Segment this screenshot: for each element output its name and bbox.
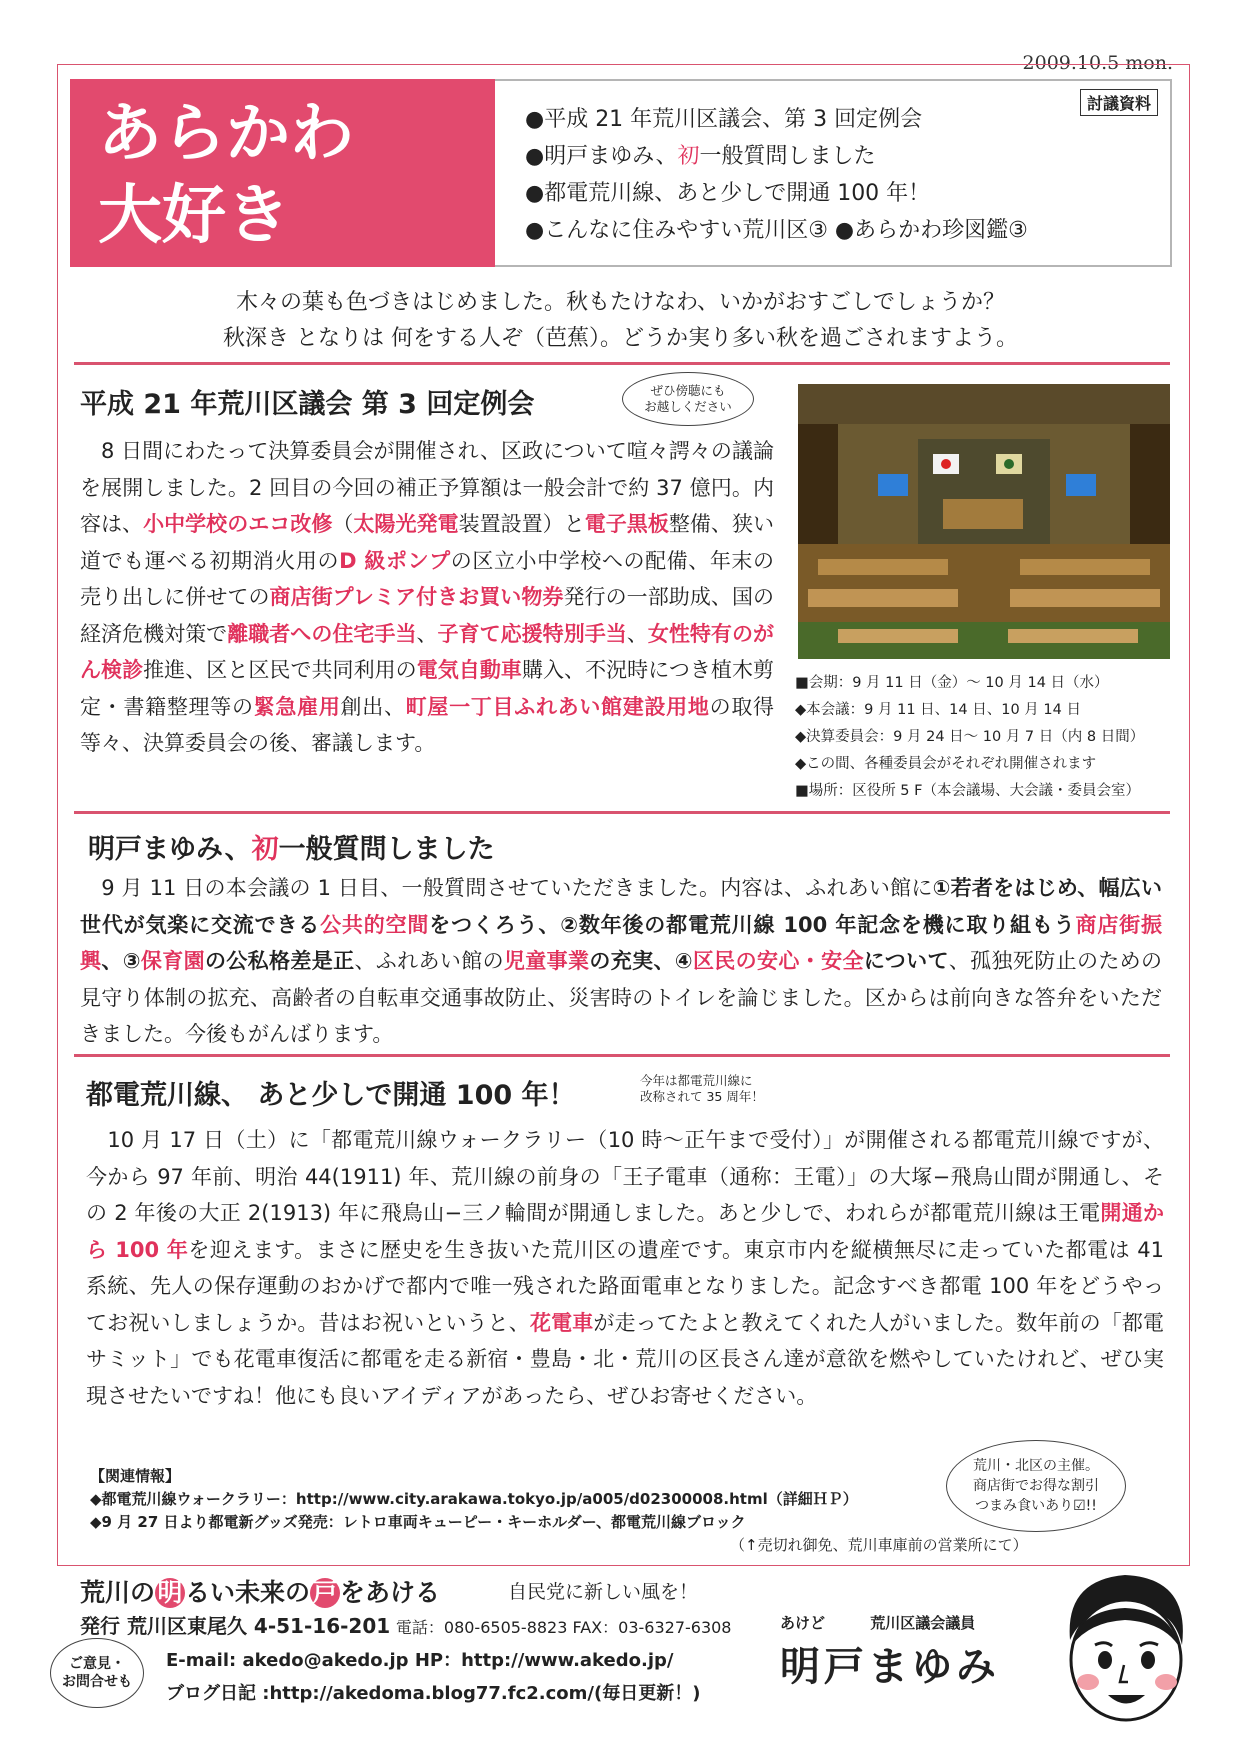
section3-note: [640, 1073, 764, 1105]
related-heading: 【関連情報】: [90, 1467, 181, 1485]
text: 装置設置）と: [458, 512, 585, 536]
name-ruby: あけど: [780, 1614, 826, 1632]
publisher-phone: 電話：080-6505-8823 FAX：03-6327-6308: [395, 1618, 732, 1637]
headline-item: ●明戸まゆみ、初一般質問しました: [525, 144, 876, 169]
member-role: 荒川区議会議員: [870, 1614, 976, 1632]
portrait-illustration-icon: [1050, 1560, 1200, 1730]
section-divider: [74, 362, 1170, 365]
text: 推進、区と区民で共同利用の: [143, 658, 417, 682]
section3-title: 都電荒川線、 あと少しで開通 100 年！: [86, 1080, 576, 1111]
meeting-info-line: ■場所：区役所 5 F（本会議場、大会議・委員会室）: [795, 783, 1140, 799]
text: が走ってたよと教えてくれた人がいました。数年前の「都電サミット」でも花電車復活に都電を走る新宿・豊島・北・荒川の区長さん達が意欲を燃やしていたけれど、ぜひ実現させたいですね！他にも良いアイディアがあったら、ぜひお寄せください。: [86, 1310, 1165, 1408]
text: 創出、: [340, 694, 406, 719]
text: 9 月 11 日の本会議の 1 日目、一般質問させていただきました。内容は、ふれあい館に: [80, 876, 933, 900]
emphasis: の充実、④: [589, 949, 693, 973]
section-divider: [74, 811, 1170, 814]
headline-item: ●こんなに住みやすい荒川区③ ●あらかわ珍図鑑③: [525, 218, 1028, 243]
highlight: 小中学校のエコ改修: [143, 512, 333, 536]
assembly-hall-photo: [798, 384, 1170, 659]
highlight: 電子黒板: [584, 512, 669, 536]
note-line: 今年は都電荒川線に: [640, 1073, 753, 1088]
shop-bubble: [946, 1440, 1126, 1532]
section3-body: [86, 1122, 1164, 1414]
attend-bubble-line2: お越しください: [644, 399, 732, 414]
publisher-email[interactable]: E-mail: akedo@akedo.jp HP：http://www.akedo.jp/: [166, 1650, 674, 1671]
section1-body: [80, 433, 774, 762]
footer-subtitle: 自民党に新しい風を！: [508, 1581, 699, 1603]
text: 、: [416, 621, 438, 646]
highlight: D 級ポンプ: [339, 548, 451, 573]
shop-bubble-line: 商店街でお得な割引: [973, 1478, 1099, 1494]
text: 発行の一部助成、国の経済危機対策で: [80, 585, 774, 646]
attend-bubble: [622, 372, 754, 426]
slogan-mark: 戸: [310, 1578, 340, 1608]
headline-box: [495, 79, 1172, 267]
emphasis: について: [863, 949, 949, 973]
highlight: 開通から 100 年: [86, 1201, 1164, 1262]
text: を迎えます。まさに歴史を生き抜いた荒川区の遺産です。東京市内を縦横無尽に走っていた都電は 41 系統、先人の保存運動のおかげで都内で唯一残された路面電車となりました。記念すべき都電 100 年をどうやってお祝いしましょうか。昔はお祝いというと、: [86, 1237, 1164, 1335]
logo-line1: あらかわ: [98, 97, 354, 171]
note-line: 改称されて 35 周年！: [640, 1089, 764, 1104]
publisher-blog[interactable]: ブログ日記 :http://akedoma.blog77.fc2.com/(毎日更新！): [166, 1683, 701, 1704]
meeting-info: [795, 670, 1144, 805]
publisher-info: [80, 1610, 732, 1710]
highlight: 太陽光発電: [353, 512, 459, 536]
contact-bubble-line: お問合せも: [62, 1674, 132, 1690]
text: 、: [626, 621, 648, 646]
newsletter-logo: [70, 79, 495, 335]
highlight: 電気自動車: [416, 658, 522, 682]
highlight: 商店街振興: [80, 912, 1162, 973]
meeting-info-line: ■会期：9 月 11 日（金）〜 10 月 14 日（水）: [795, 675, 1109, 691]
text: （: [332, 512, 354, 536]
meeting-info-line: ◆この間、各種委員会がそれぞれ開催されます: [795, 756, 1097, 772]
attend-bubble-line1: ぜひ傍聴にも: [650, 383, 726, 398]
slogan-part: をあける: [340, 1578, 441, 1607]
headline-item: ●平成 21 年荒川区議会、第 3 回定例会: [525, 107, 923, 132]
highlight: 花電車: [529, 1310, 594, 1335]
text: 10 月 17 日（土）に「都電荒川線ウォークラリー（10 時〜正午まで受付）」が開催される都電荒川線ですが、今から 97 年前、明治 44(1911) 年、荒川線の前身の「王子電車（通称：王電）」の大塚−飛鳥山間が開通し、その 2 年後の大正 2(1913) 年に飛鳥山−三ノ輪間が開通しました。あと少しで、われらが都電荒川線は王電: [86, 1128, 1164, 1225]
text: 整備、狭い道でも運べる初期消火用の: [80, 512, 774, 573]
text: 、ふれあい館の: [354, 949, 504, 973]
highlight: 離職者への住宅手当: [227, 621, 417, 646]
shop-bubble-line: つまみ食いあり☑!!: [975, 1498, 1097, 1514]
slogan-mark: 明: [155, 1578, 185, 1608]
signature: [780, 1612, 1000, 1692]
highlight: 区民の安心・安全: [692, 949, 864, 973]
logo-line2: 大好き NEWS: [98, 179, 312, 335]
related-line: ◆9 月 27 日より都電新グッズ発売：レトロ車両キューピー・キーホルダー、都電荒川線ブロック: [90, 1513, 746, 1531]
section-divider: [74, 1054, 1170, 1057]
text: の区立小中学校への配備、年末の売り出しに併せての: [80, 548, 775, 609]
highlight: 女性特有のがん検診: [80, 621, 774, 682]
contact-bubble-line: ご意見・: [69, 1656, 125, 1672]
document-tag: 討議資料: [1080, 89, 1158, 116]
title-part: 明戸まゆみ、: [88, 834, 252, 865]
section2-title: [88, 827, 495, 866]
highlight: 保育園: [140, 949, 205, 973]
emphasis: ①若者をはじめ、幅広い世代が気楽に交流できる: [80, 876, 1162, 937]
slogan-part: るい未来の: [185, 1578, 311, 1607]
highlight: 緊急雇用: [253, 694, 341, 719]
footer-slogan: [80, 1573, 440, 1609]
member-name: 明戸まゆみ: [780, 1643, 1000, 1690]
emphasis: をつくろう、②数年後の都電荒川線 100 年記念を機に取り組もう: [429, 912, 1076, 937]
text: 購入、不況時につき植木剪定・書籍整理等の: [80, 658, 775, 719]
emphasis: 、③: [101, 949, 141, 973]
related-info: [90, 1465, 1028, 1557]
text: の取得等々、決算委員会の後、審議します。: [80, 694, 775, 755]
highlight: 町屋一丁目ふれあい館建設用地: [405, 694, 710, 719]
meeting-info-line: ◆決算委員会：9 月 24 日〜 10 月 7 日（内 8 日間）: [795, 729, 1145, 745]
intro-line1: 木々の葉も色づきはじめました。秋もたけなわ、いかがおすごしでしょうか？: [235, 290, 1006, 315]
section2-body: [80, 870, 1162, 1053]
shop-bubble-line: 荒川・北区の主催。: [973, 1458, 1099, 1474]
slogan-part: 荒川の: [80, 1578, 156, 1607]
title-highlight: 初: [251, 834, 279, 865]
highlight: 公共的空間: [320, 912, 430, 937]
text: 8 日間にわたって決算委員会が開催され、区政について喧々諤々の議論を展開しました。2 回目の今回の補正予算額は一般会計で約 37 億円。内容は、: [80, 439, 774, 536]
highlight: 児童事業: [503, 949, 590, 973]
contact-bubble: [50, 1638, 144, 1708]
text: 、孤独死防止のための見守り体制の拡充、高齢者の自転車交通事故防止、災害時のトイレを論じました。区からは前向きな答弁をいただきました。今後もがんばります。: [80, 949, 1163, 1046]
related-line: （↑売切れ御免、荒川車庫前の営業所にて）: [730, 1536, 1028, 1554]
intro-greeting: [0, 285, 1241, 357]
issue-date: 2009.10.5 mon.: [1022, 52, 1173, 74]
highlight: 子育て応援特別手当: [437, 621, 627, 646]
emphasis: の公私格差是正: [204, 949, 355, 973]
section1-title: 平成 21 年荒川区議会 第 3 回定例会: [80, 389, 535, 420]
intro-line2: 秋深き となりは 何をする人ぞ（芭蕉）。どうか実り多い秋を過ごされますよう。: [223, 326, 1018, 351]
meeting-info-line: ◆本会議：9 月 11 日、14 日、10 月 14 日: [795, 702, 1081, 718]
headline-item: ●都電荒川線、あと少しで開通 100 年！: [525, 181, 931, 206]
highlight: 商店街プレミア付きお買い物券: [269, 585, 564, 609]
related-line: ◆都電荒川線ウォークラリー：http://www.city.arakawa.tokyo.jp/a005/d02300008.html（詳細ＨＰ）: [90, 1490, 858, 1508]
title-part: 一般質問しました: [278, 834, 495, 865]
publisher-address: 発行 荒川区東尾久 4-51-16-201: [80, 1614, 391, 1638]
